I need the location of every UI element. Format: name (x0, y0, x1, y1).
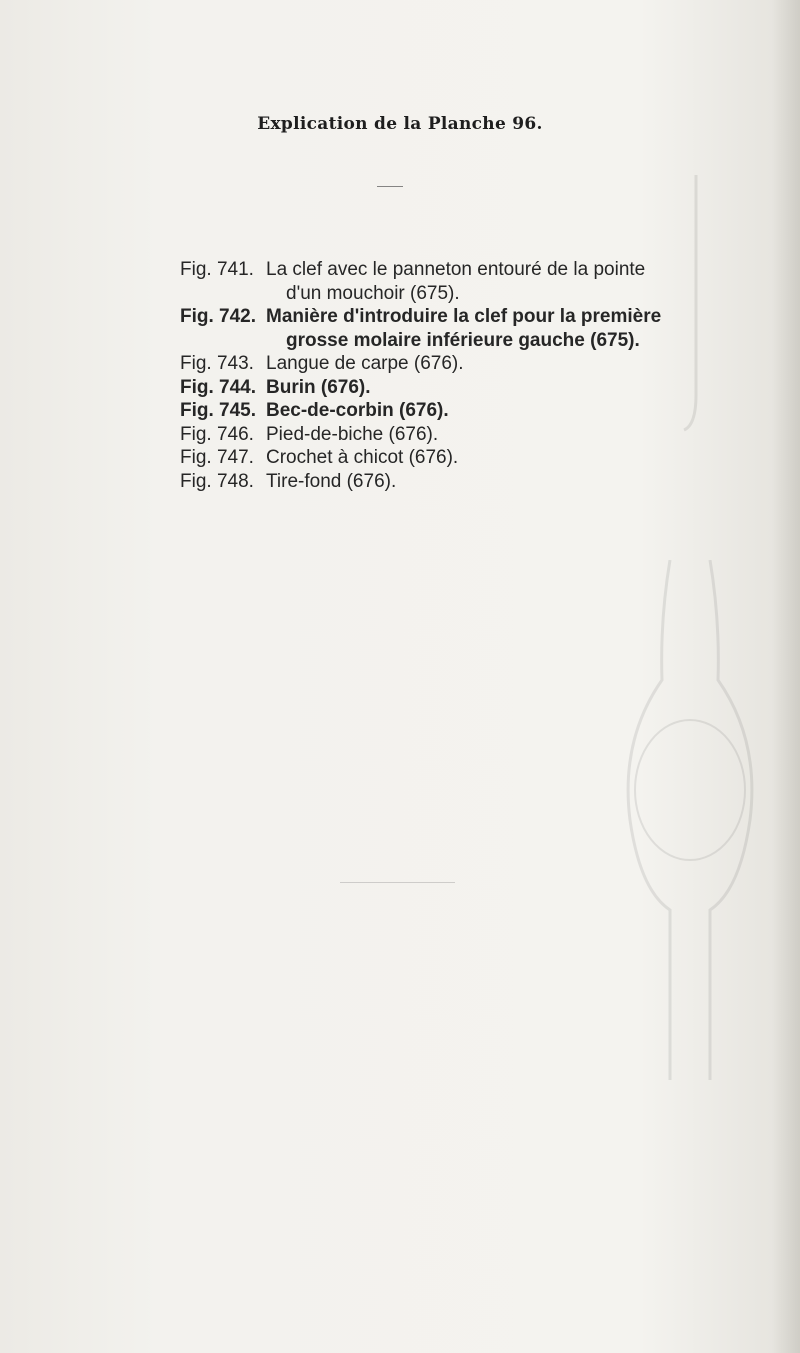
figure-text: La clef avec le panneton entouré de la pointe (266, 259, 646, 280)
figure-entry-744 (180, 376, 760, 400)
figure-description (266, 258, 760, 305)
figure-text: Manière d'introduire la clef pour la première (266, 306, 662, 327)
figure-number: Fig. 748. (180, 470, 254, 492)
figure-text: Langue de carpe (676). (266, 353, 464, 374)
figure-number: Fig. 741. (180, 259, 254, 280)
figure-text: Bec-de-corbin (676). (266, 400, 449, 421)
figure-number: Fig. 745. (180, 400, 257, 421)
figure-text: Tire-fond (676). (266, 470, 397, 492)
show-through-illustration (600, 560, 770, 1080)
figure-entry-748 (180, 470, 760, 494)
figure-entry-746 (180, 423, 760, 447)
figure-number: Fig. 746. (180, 423, 254, 445)
figure-text-continuation: grosse molaire inférieure gauche (675). (286, 329, 640, 351)
figure-text: Crochet à chicot (676). (266, 447, 459, 468)
figure-number: Fig. 747. (180, 447, 254, 468)
title-rule (377, 186, 403, 187)
figure-number: Fig. 744. (180, 376, 257, 398)
figure-entry-743 (180, 352, 760, 376)
figure-text: Burin (676). (266, 376, 371, 398)
figure-number: Fig. 742. (180, 306, 257, 327)
figure-entry-741 (180, 258, 760, 305)
show-through-line (340, 882, 455, 883)
figure-list (180, 258, 760, 493)
figure-entry-742 (180, 305, 760, 352)
figure-entry-747 (180, 446, 760, 470)
page-title: Explication de la Planche 96. (257, 114, 543, 134)
figure-text: Pied-de-biche (676). (266, 423, 439, 445)
figure-number: Fig. 743. (180, 353, 254, 374)
figure-text-continuation: d'un mouchoir (675). (286, 282, 460, 304)
figure-entry-745 (180, 399, 760, 423)
figure-description (266, 305, 760, 352)
page-edge-shadow (772, 0, 800, 1353)
